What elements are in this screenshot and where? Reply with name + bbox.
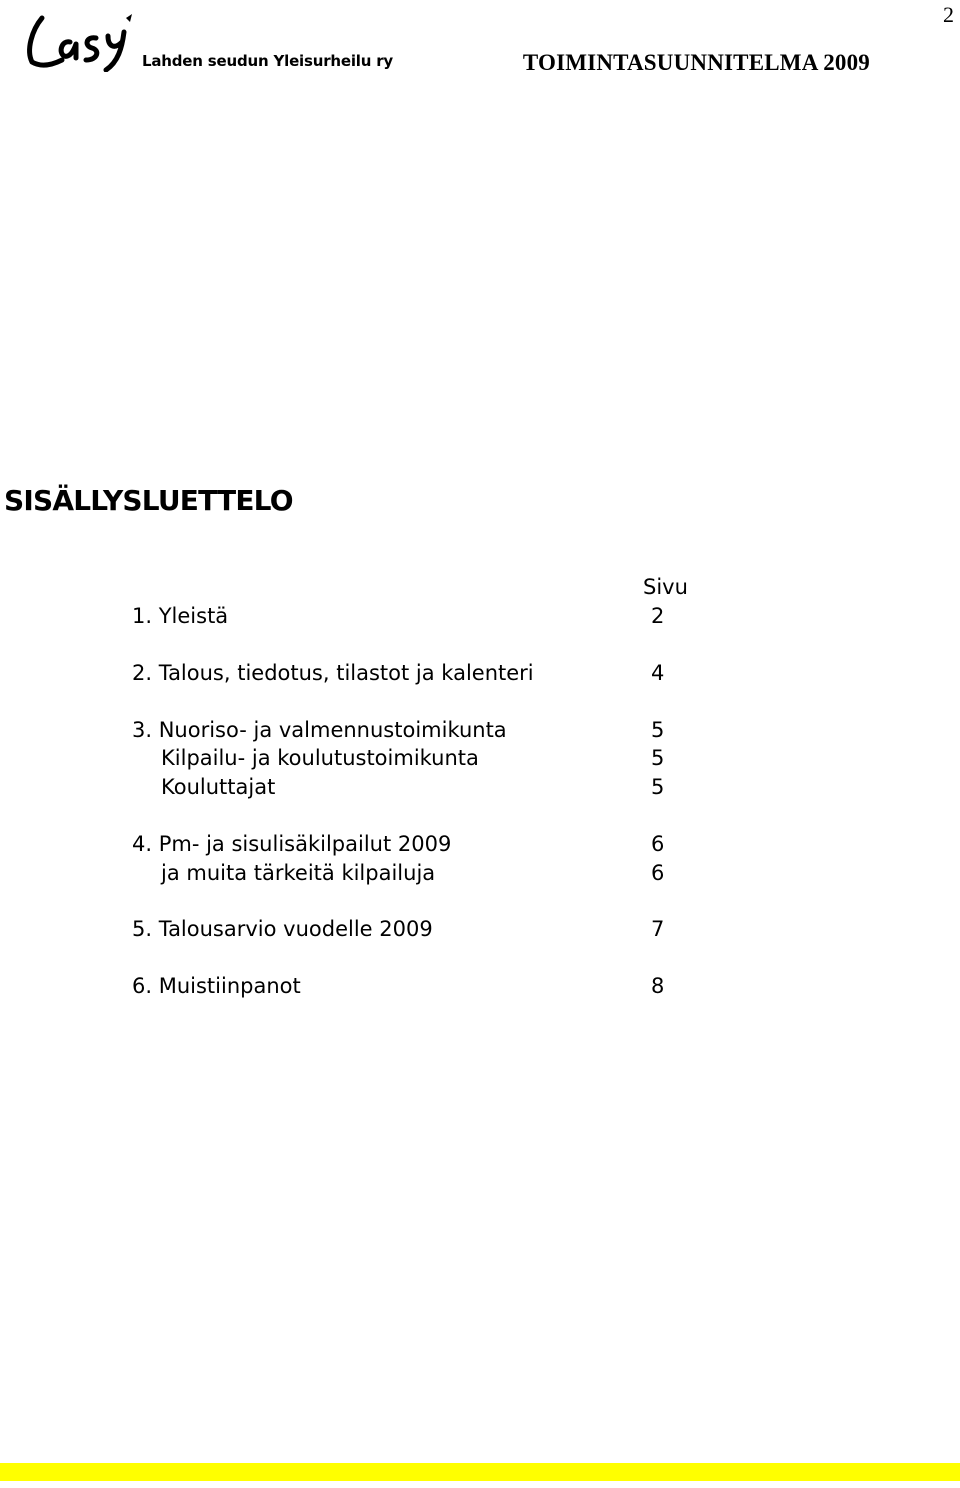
toc-entry-page: 6 xyxy=(651,861,665,885)
page-number: 2 xyxy=(943,2,954,27)
toc-entry-label: 3. Nuoriso- ja valmennustoimikunta xyxy=(132,718,507,742)
toc-entry-page: 2 xyxy=(651,604,665,628)
toc-entry-label: Kilpailu- ja koulutustoimikunta xyxy=(161,746,479,770)
toc-entry-page: 5 xyxy=(651,746,665,770)
toc-entry-page: 6 xyxy=(651,832,665,856)
toc-entry-page: 7 xyxy=(651,917,665,941)
toc-entry-page: 5 xyxy=(651,775,665,799)
toc-entry-page: 8 xyxy=(651,974,665,998)
document-title: TOIMINTASUUNNITELMA 2009 xyxy=(522,50,870,75)
toc-entry-label: Kouluttajat xyxy=(161,775,276,799)
organization-name: Lahden seudun Yleisurheilu ry xyxy=(142,52,394,70)
toc-heading: SISÄLLYSLUETTELO xyxy=(4,484,293,517)
toc-entry-page: 5 xyxy=(651,718,665,742)
toc-page-column-label: Sivu xyxy=(643,575,688,599)
toc-entry-label: 4. Pm- ja sisulisäkilpailut 2009 xyxy=(132,832,452,856)
toc-entry-label: ja muita tärkeitä kilpailuja xyxy=(161,861,436,885)
toc-entry-label: 2. Talous, tiedotus, tilastot ja kalenteri xyxy=(132,661,534,685)
toc-entry-label: 1. Yleistä xyxy=(132,604,229,628)
footer-bar xyxy=(0,1463,960,1481)
toc-entry-label: 6. Muistiinpanot xyxy=(132,974,301,998)
toc-entry-label: 5. Talousarvio vuodelle 2009 xyxy=(132,917,433,941)
toc-entry-page: 4 xyxy=(651,661,665,685)
